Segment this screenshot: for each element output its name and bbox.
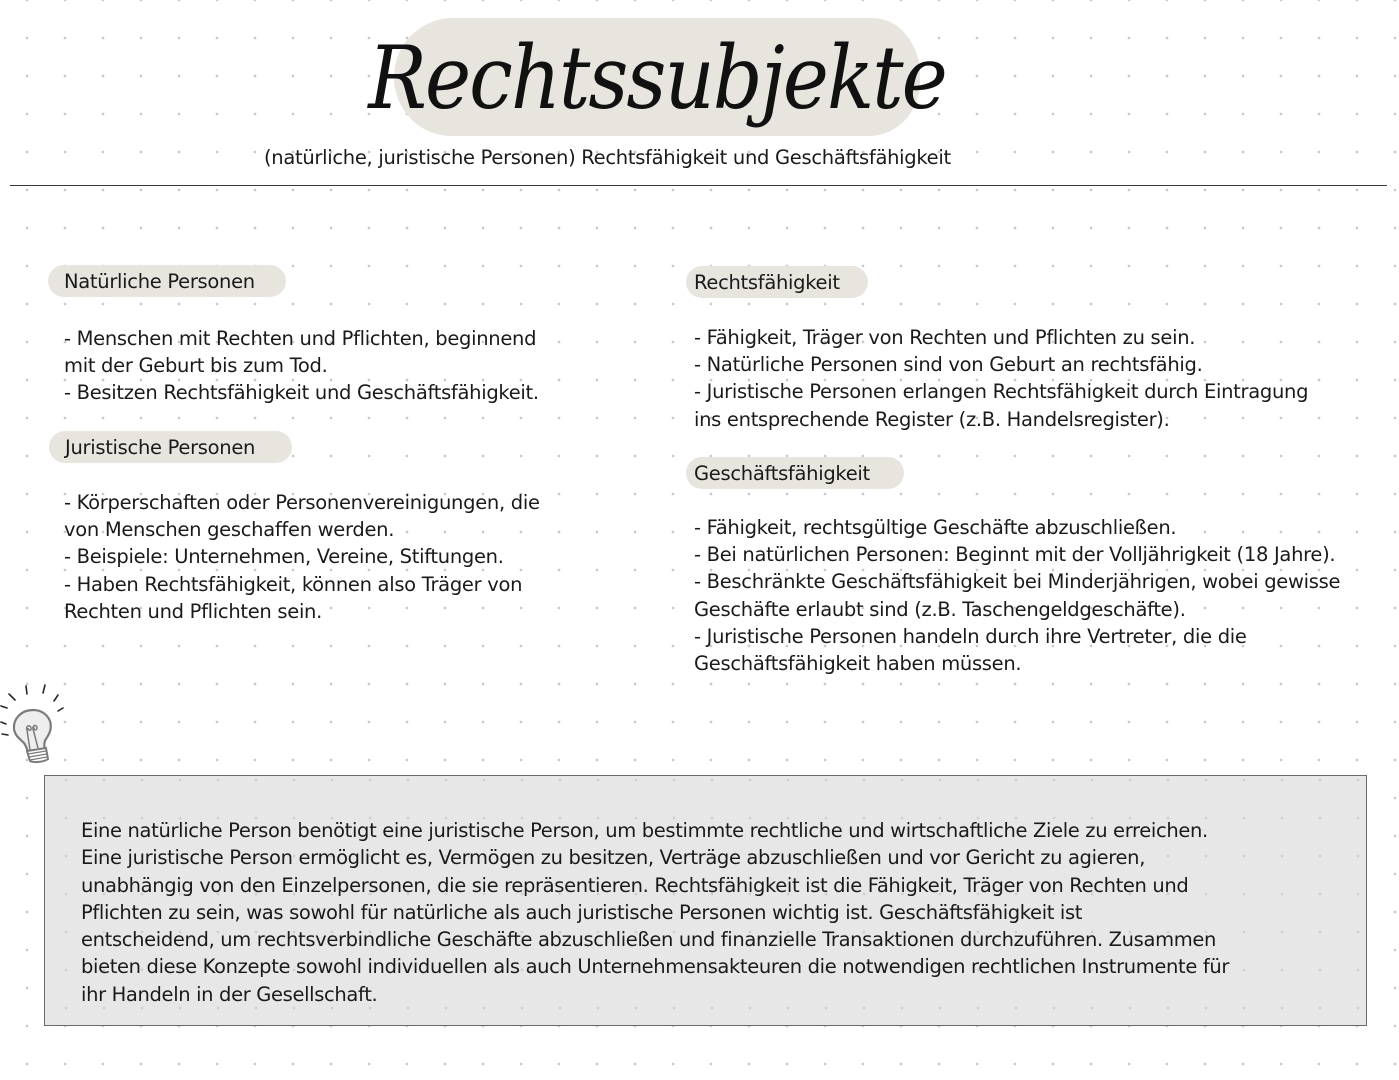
- list-item: - Körperschaften oder Personenvereinigungen, die: [64, 491, 540, 514]
- summary-line: Eine natürliche Person benötigt eine juristische Person, um bestimmte rechtliche und wirtschaftliche Ziele zu erreichen.: [81, 819, 1208, 842]
- list-item: Geschäfte erlaubt sind (z.B. Taschengeldgeschäfte).: [694, 597, 1186, 621]
- list-item: - Beschränkte Geschäftsfähigkeit bei Minderjährigen, wobei gewisse: [694, 570, 1341, 594]
- legal-capacity-list: [694, 324, 1399, 433]
- list-item: Rechten und Pflichten sein.: [64, 599, 323, 623]
- summary-line: Eine juristische Person ermöglicht es, Vermögen zu besitzen, Verträge abzuschließen und vor Gericht zu agieren,: [81, 846, 1146, 870]
- header-divider: [10, 185, 1387, 186]
- natural-persons-list: [64, 325, 624, 407]
- list-item: Geschäftsfähigkeit haben müssen.: [694, 652, 1022, 676]
- summary-paragraph: [81, 817, 1331, 1008]
- list-item: - Menschen mit Rechten und Pflichten, beginnend: [64, 327, 537, 350]
- list-item: - Haben Rechtsfähigkeit, können also Träger von: [64, 572, 523, 596]
- section-heading-natural-persons: Natürliche Personen: [48, 265, 286, 297]
- list-item: - Juristische Personen handeln durch ihre Vertreter, die die: [694, 624, 1247, 648]
- summary-box: [44, 775, 1367, 1026]
- list-item: - Juristische Personen erlangen Rechtsfähigkeit durch Eintragung: [694, 380, 1309, 404]
- list-item: - Natürliche Personen sind von Geburt an rechtsfähig.: [694, 353, 1203, 377]
- summary-line: bieten diese Konzepte sowohl individuellen als auch Unternehmensakteuren die notwendigen rechtlichen Instrumente für: [81, 955, 1230, 979]
- legal-persons-list: [64, 489, 644, 625]
- section-heading-contractual-capacity: Geschäftsfähigkeit: [686, 457, 904, 489]
- summary-line: unabhängig von den Einzelpersonen, die sie repräsentieren. Rechtsfähigkeit ist die Fähigkeit, Träger von Rechten und: [81, 873, 1189, 897]
- list-item: - Besitzen Rechtsfähigkeit und Geschäftsfähigkeit.: [64, 381, 539, 405]
- page-title: Rechtssubjekte: [368, 28, 946, 130]
- list-item: - Bei natürlichen Personen: Beginnt mit der Volljährigkeit (18 Jahre).: [694, 543, 1336, 567]
- list-item: - Beispiele: Unternehmen, Vereine, Stiftungen.: [64, 545, 504, 569]
- list-item: ins entsprechende Register (z.B. Handelsregister).: [694, 407, 1170, 431]
- contractual-capacity-list: [694, 514, 1399, 677]
- summary-line: entscheidend, um rechtsverbindliche Geschäfte abzuschließen und finanzielle Transaktionen durchzuführen. Zusammen: [81, 928, 1217, 952]
- title-block: [368, 18, 946, 136]
- section-heading-legal-capacity: Rechtsfähigkeit: [686, 266, 868, 298]
- page-subtitle: (natürliche, juristische Personen) Rechtsfähigkeit und Geschäftsfähigkeit: [264, 146, 951, 169]
- list-item: - Fähigkeit, Träger von Rechten und Pflichten zu sein.: [694, 326, 1196, 349]
- list-item: von Menschen geschaffen werden.: [64, 518, 395, 542]
- summary-line: Pflichten zu sein, was sowohl für natürliche als auch juristische Personen wichtig ist. Geschäftsfähigkeit ist: [81, 900, 1083, 924]
- section-heading-legal-persons: Juristische Personen: [49, 431, 292, 463]
- list-item: - Fähigkeit, rechtsgültige Geschäfte abzuschließen.: [694, 516, 1177, 539]
- summary-line: ihr Handeln in der Gesellschaft.: [81, 982, 378, 1006]
- list-item: mit der Geburt bis zum Tod.: [64, 354, 328, 378]
- lightbulb-icon: [0, 680, 70, 764]
